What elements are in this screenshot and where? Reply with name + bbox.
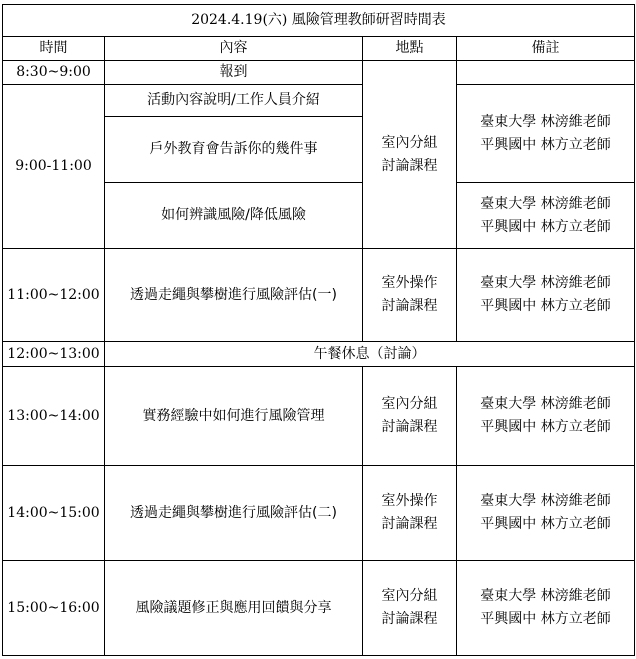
note-line: 臺東大學 林滂維老師: [480, 396, 611, 412]
time-cell: 9:00-11:00: [3, 85, 105, 249]
location-line: 討論課程: [381, 516, 438, 532]
time-cell: 14:00~15:00: [3, 466, 105, 561]
header-row: [3, 37, 635, 61]
schedule-table: [2, 4, 635, 656]
location-cell: [363, 249, 457, 342]
time-cell: 13:00~14:00: [3, 367, 105, 466]
note-cell: [457, 367, 635, 466]
note-cell: [457, 249, 635, 342]
time-cell: 8:30~9:00: [3, 61, 105, 85]
note-cell-empty: [457, 61, 635, 85]
content-cell: 午餐休息（討論）: [105, 342, 635, 367]
content-cell: 活動內容說明/工作人員介紹: [105, 85, 363, 117]
location-cell: [363, 561, 457, 656]
header-content: 內容: [105, 37, 363, 61]
note-line: 臺東大學 林滂維老師: [480, 493, 611, 509]
note-line: 臺東大學 林滂維老師: [480, 195, 611, 212]
location-line: 討論課程: [381, 298, 438, 314]
location-line: 室內分組: [381, 588, 438, 604]
title-row: [3, 5, 635, 37]
time-cell: 11:00~12:00: [3, 249, 105, 342]
table-row: [3, 249, 635, 342]
location-line: 室內分組: [381, 134, 438, 151]
location-cell: [363, 61, 457, 249]
content-cell: 戶外教育會告訴你的幾件事: [105, 117, 363, 183]
time-cell: 12:00~13:00: [3, 342, 105, 367]
location-cell: [363, 466, 457, 561]
note-line: 平興國中 林方立老師: [480, 516, 611, 532]
content-cell: 透過走繩與攀樹進行風險評估(二): [105, 466, 363, 561]
header-note: 備註: [457, 37, 635, 61]
note-line: 平興國中 林方立老師: [480, 218, 611, 235]
note-cell: [457, 466, 635, 561]
location-cell: [363, 367, 457, 466]
content-cell: 如何辨識風險/降低風險: [105, 183, 363, 249]
table-row: [3, 367, 635, 466]
location-line: 室內分組: [381, 396, 438, 412]
note-cell: [457, 85, 635, 183]
note-line: 平興國中 林方立老師: [480, 298, 611, 314]
time-cell: 15:00~16:00: [3, 561, 105, 656]
header-location: 地點: [363, 37, 457, 61]
location-line: 討論課程: [381, 157, 438, 174]
content-cell: 實務經驗中如何進行風險管理: [105, 367, 363, 466]
note-line: 平興國中 林方立老師: [480, 136, 611, 153]
note-line: 臺東大學 林滂維老師: [480, 113, 611, 130]
note-cell: [457, 561, 635, 656]
page-title: 2024.4.19(六) 風險管理教師研習時間表: [3, 5, 635, 37]
content-cell: 風險議題修正與應用回饋與分享: [105, 561, 363, 656]
note-cell: [457, 183, 635, 249]
location-line: 室外操作: [381, 275, 438, 291]
location-line: 討論課程: [381, 611, 438, 627]
location-line: 討論課程: [381, 419, 438, 435]
table-row: [3, 342, 635, 367]
table-row: [3, 466, 635, 561]
note-line: 臺東大學 林滂維老師: [480, 588, 611, 604]
header-time: 時間: [3, 37, 105, 61]
location-line: 室外操作: [381, 493, 438, 509]
note-line: 平興國中 林方立老師: [480, 419, 611, 435]
table-row: [3, 61, 635, 85]
content-cell: 透過走繩與攀樹進行風險評估(一): [105, 249, 363, 342]
table-row: [3, 85, 635, 117]
table-row: [3, 561, 635, 656]
note-line: 臺東大學 林滂維老師: [480, 275, 611, 291]
content-cell: 報到: [105, 61, 363, 85]
note-line: 平興國中 林方立老師: [480, 611, 611, 627]
